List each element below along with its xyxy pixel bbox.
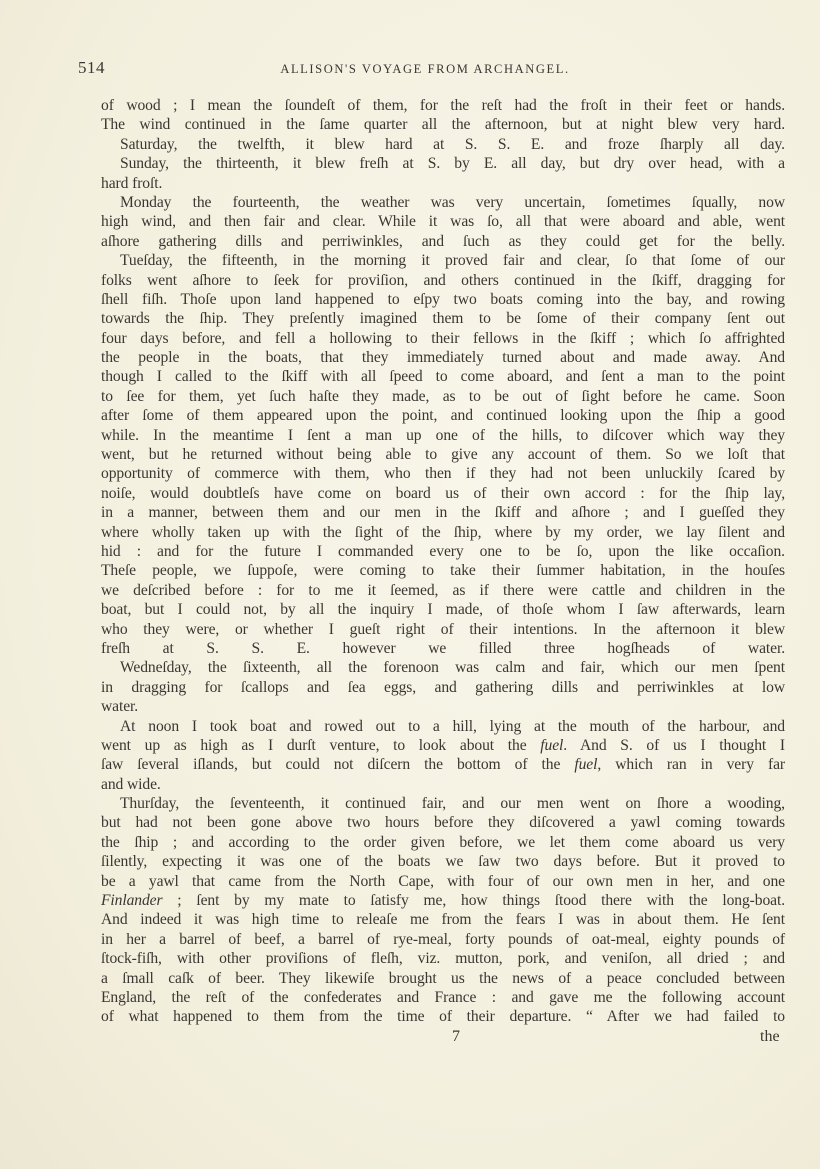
text-line: of wood ; I mean the ſoundeſt of them, for the reſt had the froſt in their feet or hands. (101, 97, 785, 114)
text-line: hard froſt. (101, 174, 163, 192)
text-line: went up as high as I durſt venture, to look about the fuel. And S. of us I thought I (101, 736, 786, 754)
text-line: freſh at S. S. E. however we filled three hogſheads of water. (101, 639, 785, 657)
text-line: ſaw ſeveral iſlands, but could not diſcern the bottom of the fuel, which ran in very far (101, 756, 785, 774)
text-line: in dragging for ſcallops and ſea eggs, and gathering dills and perriwinkles at low (101, 678, 785, 696)
page-number: 514 (78, 58, 105, 77)
paragraph (101, 96, 785, 135)
text-line: aſhore gathering dills and perriwinkles, and ſuch as they could get for the belly. (101, 232, 785, 250)
text-line: where wholly taken up with the ſight of the ſhip, where by my order, we lay ſilent and (101, 523, 785, 541)
text-line: The wind continued in the ſame quarter all the afternoon, but at night blew very hard. (101, 116, 785, 134)
text-line: Monday the fourteenth, the weather was very uncertain, ſometimes ſqually, now (120, 193, 785, 211)
paragraph (101, 251, 785, 658)
text-line: ſtock-fiſh, with other proviſions of fleſh, viz. mutton, pork, and veniſon, all dried ; and (101, 950, 785, 968)
text-line: after ſome of them appeared upon the point, and continued looking upon the ſhip a good (101, 407, 785, 425)
text-line: to ſee for them, yet ſuch haſte they made, as to be out of ſight before he came. Soon (101, 387, 785, 405)
text-line: Saturday, the twelfth, it blew hard at S. S. E. and froze ſharply all day. (120, 135, 785, 153)
paragraph (101, 193, 785, 251)
paragraph (101, 154, 785, 193)
text-line: Sunday, the thirteenth, it blew freſh at S. by E. all day, but dry over head, with a (120, 155, 785, 173)
text-line: ſhell fiſh. Thoſe upon land happened to eſpy two boats coming into the bay, and rowing (101, 290, 785, 308)
text-line: and wide. (101, 775, 161, 793)
text-line: Theſe people, we ſuppoſe, were coming to take their ſummer habitation, in the houſes (101, 562, 785, 580)
text-line: a ſmall caſk of beer. They likewiſe brought us the news of a peace concluded between (101, 969, 785, 987)
text-line: four days before, and fell a hollowing to their fellows in the ſkiff ; which ſo affrighted (101, 329, 785, 347)
text-line: who they were, or whether I gueſt right of their intentions. In the afternoon it blew (101, 620, 785, 638)
text-line: opportunity of commerce with them, who then if they had not been unluckily ſcared by (101, 465, 785, 483)
body-text (101, 96, 785, 1027)
text-line: in a manner, between them and our men in the ſkiff and aſhore ; and I gueſſed they (101, 504, 785, 522)
text-line: Wedneſday, the ſixteenth, all the forenoon was calm and fair, which our men ſpent (120, 659, 785, 677)
text-line: towards the ſhip. They preſently imagined them to be ſome of their company ſent out (101, 310, 785, 328)
text-line: but had not been gone above two hours before they diſcovered a yawl coming towards (101, 814, 785, 832)
text-line: we deſcribed before : for to me it ſeemed, as if there were cattle and children in the (101, 581, 785, 599)
text-line: hid : and for the future I commanded every one to be ſo, upon the like occaſion. (101, 542, 785, 560)
text-line: Finlander ; ſent by my mate to ſatisfy me, how things ſtood there with the long-boat. (101, 892, 785, 910)
paragraph (101, 794, 785, 1027)
text-line: in her a barrel of beef, a barrel of rye-meal, forty pounds of oat-meal, eighty pounds of (101, 930, 785, 948)
catchword: the (760, 1028, 780, 1045)
text-line: water. (101, 698, 139, 716)
text-line: high wind, and then fair and clear. While it was ſo, all that were aboard and able, went (101, 213, 785, 231)
text-line: be a yawl that came from the North Cape, with four of our own men in her, and one (101, 872, 785, 890)
paragraph (101, 717, 785, 795)
text-line: the people in the boats, that they immediately turned about and made away. And (101, 349, 785, 367)
text-line: boat, but I could not, by all the inquiry I made, of thoſe whom I ſaw afterwards, learn (101, 601, 785, 619)
text-line: went, but he returned without being able to give any account of them. So we loſt that (101, 446, 785, 464)
text-line: of what happened to them from the time of their departure. “ After we had failed to (101, 1008, 785, 1026)
text-line: though I called to the ſkiff with all ſpeed to come aboard, and ſent a man to the point (101, 368, 785, 386)
paragraph (101, 135, 785, 154)
text-line: Tueſday, the fifteenth, in the morning it proved fair and clear, ſo that ſome of our (120, 252, 785, 270)
text-line: Thurſday, the ſeventeenth, it continued fair, and our men went on ſhore a wooding, (120, 795, 785, 813)
running-title: ALLISON'S VOYAGE FROM ARCHANGEL. (280, 62, 570, 76)
text-line: the ſhip ; and according to the order given before, we let them come aboard us very (101, 833, 785, 851)
text-line: while. In the meantime I ſent a man up one of the hills, to diſcover which way they (101, 426, 785, 444)
text-line: ſilently, expecting it was one of the boats we ſaw two days before. But it proved to (101, 853, 785, 871)
text-line: At noon I took boat and rowed out to a hill, lying at the mouth of the harbour, and (120, 717, 785, 735)
paragraph (101, 658, 785, 716)
text-line: noiſe, would doubtleſs have come on board us of their own accord : for the ſhip lay, (101, 484, 785, 502)
text-line: And indeed it was high time to releaſe me from the fears I was in about them. He ſent (101, 911, 785, 929)
text-line: folks went aſhore to ſeek for proviſion, and others continued in the ſkiff, dragging for (101, 271, 785, 289)
text-line: England, the reſt of the confederates and France : and gave me the following account (101, 988, 785, 1006)
signature-mark: 7 (452, 1028, 460, 1045)
